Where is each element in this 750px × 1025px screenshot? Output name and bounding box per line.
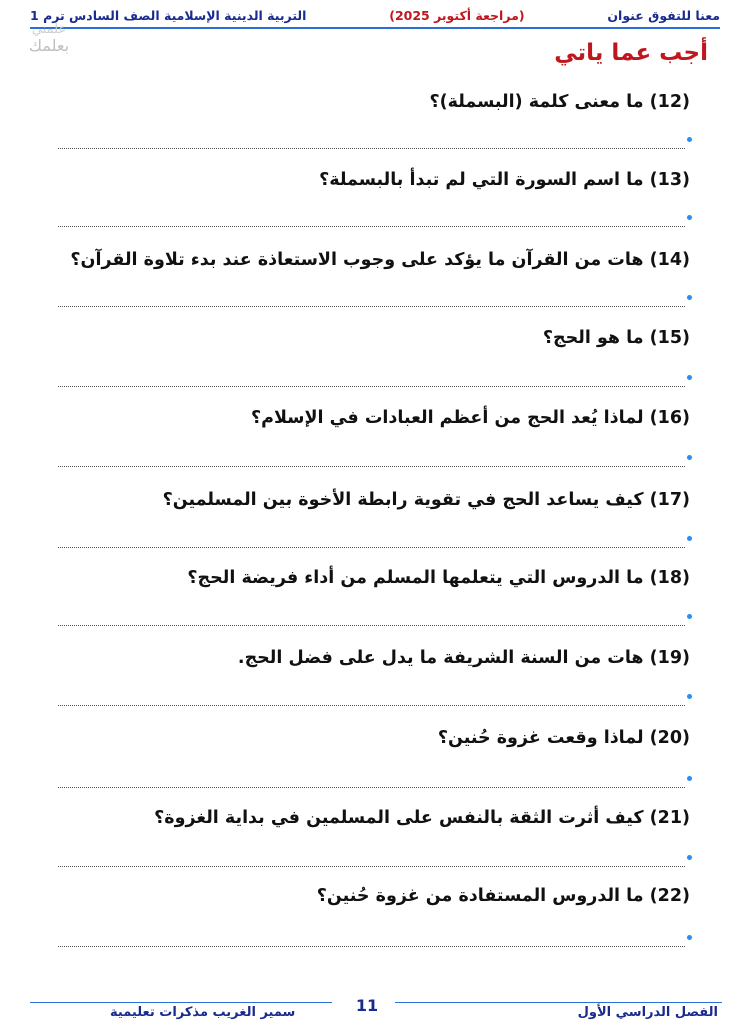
footer-divider-right — [395, 1002, 722, 1003]
bullet-marker — [687, 614, 692, 619]
answer-line[interactable] — [58, 946, 685, 947]
logo-top-text: علمني — [31, 22, 67, 37]
answer-line[interactable] — [58, 148, 685, 149]
question-12: (12) ما معنى كلمة (البسملة)؟ — [429, 92, 690, 112]
answer-line[interactable] — [58, 226, 685, 227]
bullet-marker — [687, 536, 692, 541]
bullet-marker — [687, 215, 692, 220]
logo-bottom-text: بعلمك — [28, 36, 70, 55]
question-14: (14) هات من القرآن ما يؤكد على وجوب الاستعاذة عند بدء تلاوة القرآن؟ — [70, 250, 690, 270]
bullet-marker — [687, 375, 692, 380]
answer-line[interactable] — [58, 466, 685, 467]
footer-semester: الفصل الدراسي الأول — [577, 1005, 718, 1020]
question-20: (20) لماذا وقعت غزوة حُنين؟ — [437, 728, 690, 748]
question-13: (13) ما اسم السورة التي لم تبدأ بالبسملة؟ — [319, 170, 690, 190]
header-left-text: التربية الدينية الإسلامية الصف السادس ترم 1 — [30, 7, 307, 23]
bullet-marker — [687, 776, 692, 781]
bullet-marker — [687, 295, 692, 300]
bullet-marker — [687, 935, 692, 940]
footer-author: سمير الغريب مذكرات تعليمية — [110, 1005, 296, 1020]
answer-line[interactable] — [58, 547, 685, 548]
question-22: (22) ما الدروس المستفادة من غزوة حُنين؟ — [316, 886, 690, 906]
footer-divider-left — [30, 1002, 332, 1003]
answer-line[interactable] — [58, 625, 685, 626]
answer-line[interactable] — [58, 866, 685, 867]
header-middle-text: (مراجعة أكتوبر 2025) — [389, 7, 525, 23]
bullet-marker — [687, 694, 692, 699]
section-title: أجب عما ياتي — [554, 40, 708, 66]
bullet-marker — [687, 137, 692, 142]
question-17: (17) كيف يساعد الحج في تقوية رابطة الأخوة بين المسلمين؟ — [162, 490, 690, 510]
header-divider — [30, 27, 720, 29]
question-16: (16) لماذا يُعد الحج من أعظم العبادات في الإسلام؟ — [250, 408, 690, 428]
answer-line[interactable] — [58, 705, 685, 706]
page-header — [30, 2, 720, 28]
question-15: (15) ما هو الحج؟ — [542, 328, 690, 348]
bullet-marker — [687, 455, 692, 460]
question-21: (21) كيف أثرت الثقة بالنفس على المسلمين في بداية الغزوة؟ — [154, 808, 690, 828]
page-number: 11 — [355, 996, 379, 1015]
answer-line[interactable] — [58, 306, 685, 307]
question-19: (19) هات من السنة الشريفة ما يدل على فضل الحج. — [237, 648, 690, 668]
answer-line[interactable] — [58, 386, 685, 387]
bullet-marker — [687, 855, 692, 860]
header-right-text: معنا للتفوق عنوان — [607, 7, 720, 23]
question-18: (18) ما الدروس التي يتعلمها المسلم من أداء فريضة الحج؟ — [187, 568, 690, 588]
watermark-logo — [14, 22, 84, 58]
answer-line[interactable] — [58, 787, 685, 788]
